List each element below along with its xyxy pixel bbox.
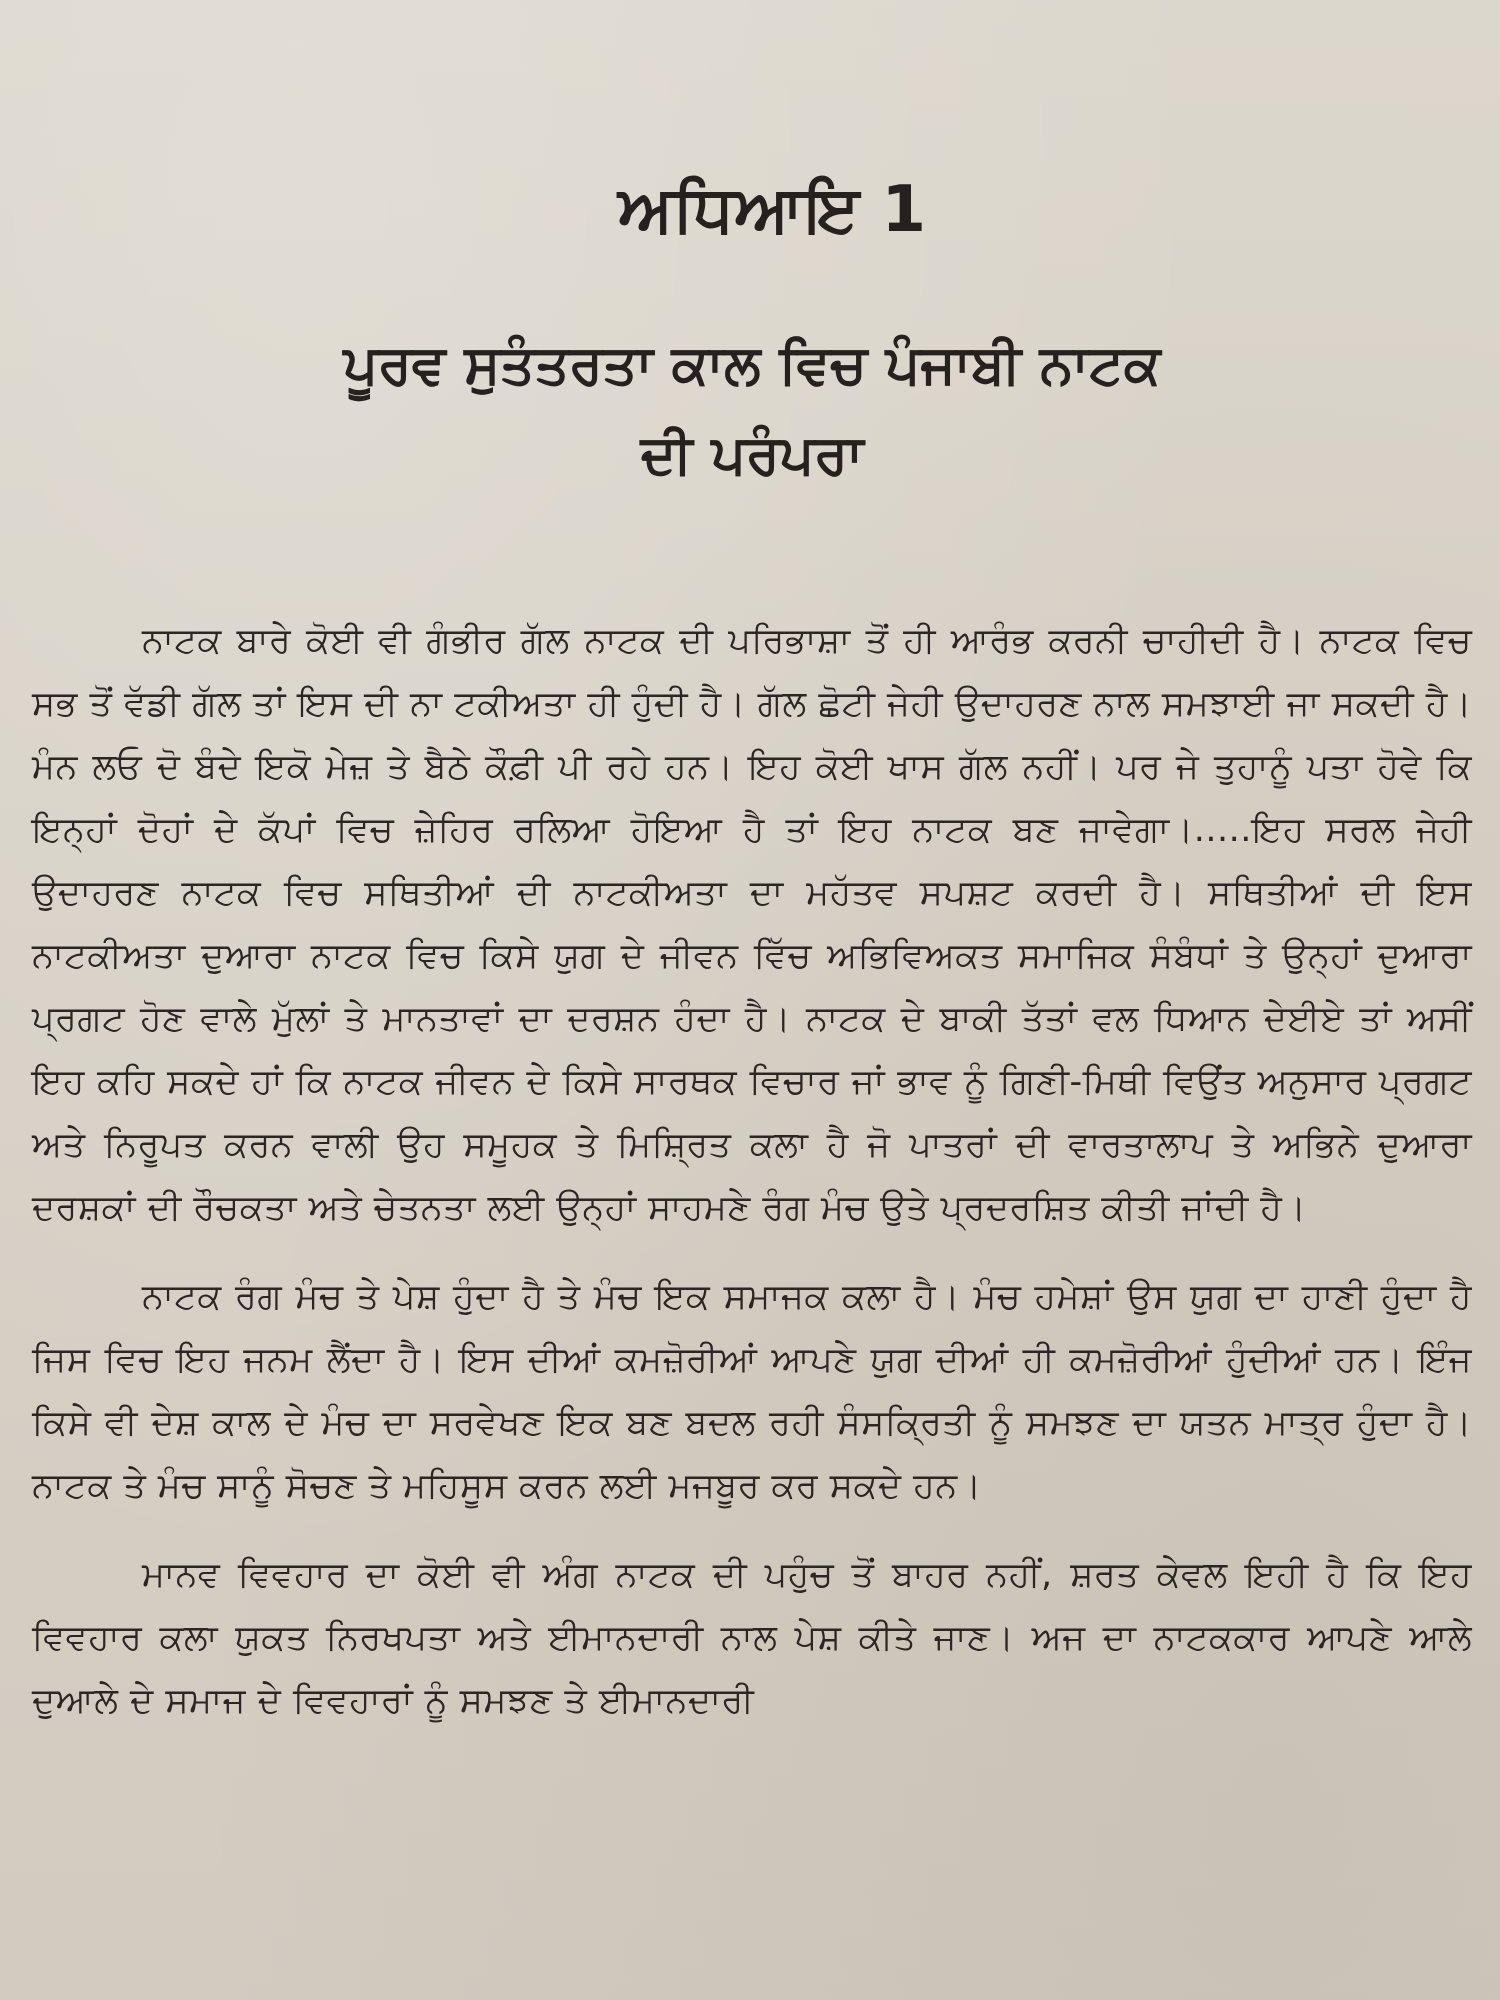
chapter-title-line-2: ਦੀ ਪਰੰਪਰਾ [640,423,864,486]
chapter-title-line-1: ਪੂਰਵ ਸੁਤੰਤਰਤਾ ਕਾਲ ਵਿਚ ਪੰਜਾਬੀ ਨਾਟਕ [343,333,1161,396]
chapter-label: ਅਧਿਆਇ 1 [617,173,927,247]
paragraph-2: ਨਾਟਕ ਰੰਗ ਮੰਚ ਤੇ ਪੇਸ਼ ਹੁੰਦਾ ਹੈ ਤੇ ਮੰਚ ਇਕ ਸਮਾਜਕ ਕਲਾ ਹੈ। ਮੰਚ ਹਮੇਸ਼ਾਂ ਉਸ ਯੁਗ ਦਾ ਹਾਣੀ ਹੁੰਦਾ ਹੈ ਜਿਸ ਵਿਚ ਇਹ ਜਨਮ ਲੈਂਦਾ ਹੈ। ਇਸ ਦੀਆਂ ਕਮਜ਼ੋਰੀਆਂ ਆਪਣੇ ਯੁਗ ਦੀਆਂ ਹੀ ਕਮਜ਼ੋਰੀਆਂ ਹੁੰਦੀਆਂ ਹਨ। ਇੰਜ ਕਿਸੇ ਵੀ ਦੇਸ਼ ਕਾਲ ਦੇ ਮੰਚ ਦਾ ਸਰਵੇਖਣ ਇਕ ਬਣ ਬਦਲ ਰਹੀ ਸੰਸਕ੍ਰਿਤੀ ਨੂੰ ਸਮਝਣ ਦਾ ਯਤਨ ਮਾਤ੍ਰ ਹੁੰਦਾ ਹੈ। ਨਾਟਕ ਤੇ ਮੰਚ ਸਾਨੂੰ ਸੋਚਣ ਤੇ ਮਹਿਸੂਸ ਕਰਨ ਲਈ ਮਜਬੂਰ ਕਰ ਸਕਦੇ ਹਨ। [32,1277,1472,1506]
chapter-title [32,320,1472,500]
paragraph-1: ਨਾਟਕ ਬਾਰੇ ਕੋਈ ਵੀ ਗੰਭੀਰ ਗੱਲ ਨਾਟਕ ਦੀ ਪਰਿਭਾਸ਼ਾ ਤੋਂ ਹੀ ਆਰੰਭ ਕਰਨੀ ਚਾਹੀਦੀ ਹੈ। ਨਾਟਕ ਵਿਚ ਸਭ ਤੋਂ ਵੱਡੀ ਗੱਲ ਤਾਂ ਇਸ ਦੀ ਨਾ ਟਕੀਅਤਾ ਹੀ ਹੁੰਦੀ ਹੈ। ਗੱਲ ਛੋਟੀ ਜੇਹੀ ਉਦਾਹਰਣ ਨਾਲ ਸਮਝਾਈ ਜਾ ਸਕਦੀ ਹੈ। ਮੰਨ ਲਓ ਦੋ ਬੰਦੇ ਇਕੋ ਮੇਜ਼ ਤੇ ਬੈਠੇ ਕੌਫ਼ੀ ਪੀ ਰਹੇ ਹਨ। ਇਹ ਕੋਈ ਖਾਸ ਗੱਲ ਨਹੀਂ। ਪਰ ਜੇ ਤੁਹਾਨੂੰ ਪਤਾ ਹੋਵੇ ਕਿ ਇਨ੍ਹਾਂ ਦੋਹਾਂ ਦੇ ਕੱਪਾਂ ਵਿਚ ਜ਼ੇਹਿਰ ਰਲਿਆ ਹੋਇਆ ਹੈ ਤਾਂ ਇਹ ਨਾਟਕ ਬਣ ਜਾਵੇਗਾ।.....ਇਹ ਸਰਲ ਜੇਹੀ ਉਦਾਹਰਣ ਨਾਟਕ ਵਿਚ ਸਥਿਤੀਆਂ ਦੀ ਨਾਟਕੀਅਤਾ ਦਾ ਮਹੱਤਵ ਸਪਸ਼ਟ ਕਰਦੀ ਹੈ। ਸਥਿਤੀਆਂ ਦੀ ਇਸ ਨਾਟਕੀਅਤਾ ਦੁਆਰਾ ਨਾਟਕ ਵਿਚ ਕਿਸੇ ਯੁਗ ਦੇ ਜੀਵਨ ਵਿੱਚ ਅਭਿਵਿਅਕਤ ਸਮਾਜਿਕ ਸੰਬੰਧਾਂ ਤੇ ਉਨ੍ਹਾਂ ਦੁਆਰਾ ਪ੍ਰਗਟ ਹੋਣ ਵਾਲੇ ਮੁੱਲਾਂ ਤੇ ਮਾਨਤਾਵਾਂ ਦਾ ਦਰਸ਼ਨ ਹੰਦਾ ਹੈ। ਨਾਟਕ ਦੇ ਬਾਕੀ ਤੱਤਾਂ ਵਲ ਧਿਆਨ ਦੇਈਏ ਤਾਂ ਅਸੀਂ ਇਹ ਕਹਿ ਸਕਦੇ ਹਾਂ ਕਿ ਨਾਟਕ ਜੀਵਨ ਦੇ ਕਿਸੇ ਸਾਰਥਕ ਵਿਚਾਰ ਜਾਂ ਭਾਵ ਨੂੰ ਗਿਣੀ-ਮਿਥੀ ਵਿਉਂਤ ਅਨੁਸਾਰ ਪ੍ਰਗਟ ਅਤੇ ਨਿਰੂਪਤ ਕਰਨ ਵਾਲੀ ਉਹ ਸਮੂਹਕ ਤੇ ਮਿਸ਼੍ਰਿਤ ਕਲਾ ਹੈ ਜੋ ਪਾਤਰਾਂ ਦੀ ਵਾਰਤਾਲਾਪ ਤੇ ਅਭਿਨੇ ਦੁਆਰਾ ਦਰਸ਼ਕਾਂ ਦੀ ਰੌਚਕਤਾ ਅਤੇ ਚੇਤਨਤਾ ਲਈ ਉਨ੍ਹਾਂ ਸਾਹਮਣੇ ਰੰਗ ਮੰਚ ਉਤੇ ਪ੍ਰਦਰਸ਼ਿਤ ਕੀਤੀ ਜਾਂਦੀ ਹੈ। [32,621,1472,1228]
paragraph-3: ਮਾਨਵ ਵਿਵਹਾਰ ਦਾ ਕੋਈ ਵੀ ਅੰਗ ਨਾਟਕ ਦੀ ਪਹੁੰਚ ਤੋਂ ਬਾਹਰ ਨਹੀਂ, ਸ਼ਰਤ ਕੇਵਲ ਇਹੀ ਹੈ ਕਿ ਇਹ ਵਿਵਹਾਰ ਕਲਾ ਯੁਕਤ ਨਿਰਖਪਤਾ ਅਤੇ ਈਮਾਨਦਾਰੀ ਨਾਲ ਪੇਸ਼ ਕੀਤੇ ਜਾਣ। ਅਜ ਦਾ ਨਾਟਕਕਾਰ ਆਪਣੇ ਆਲੇ ਦੁਆਲੇ ਦੇ ਸਮਾਜ ਦੇ ਵਿਵਹਾਰਾਂ ਨੂੰ ਸਮਝਣ ਤੇ ਈਮਾਨਦਾਰੀ [32,1555,1472,1721]
body-text [32,610,1472,1733]
